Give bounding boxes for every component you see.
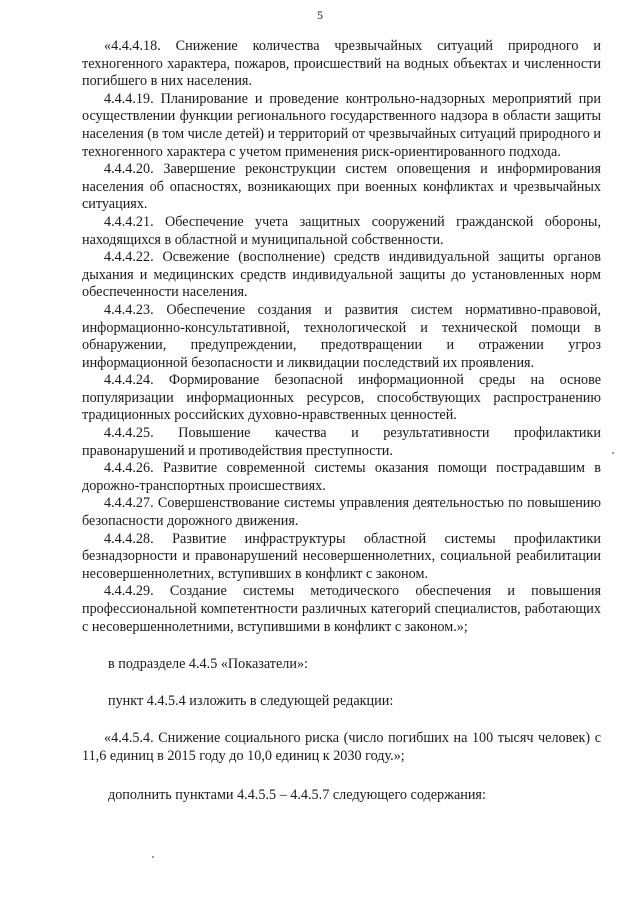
paragraph-4-4-4-20: 4.4.4.20. Завершение реконструкции систем оповещения и информирования населения об опасностях, возникающих при военных конфликтах и чрезвычайных ситуациях. [82, 161, 601, 213]
scan-speck [612, 452, 614, 454]
subsection-intro: в подразделе 4.4.5 «Показатели»: [108, 656, 308, 673]
supplement-instruction: дополнить пунктами 4.4.5.5 – 4.4.5.7 следующего содержания: [108, 786, 486, 803]
paragraph-4-4-4-28: 4.4.4.28. Развитие инфраструктуры областной системы профилактики безнадзорности и правонарушений несовершеннолетних, социальной реабилитации несовершеннолетних, вступивших в конфликт с законом. [82, 530, 601, 582]
paragraph-4-4-4-22: 4.4.4.22. Освежение (восполнение) средств индивидуальной защиты органов дыхания и медицинских средств индивидуальной защиты до установленных норм обеспеченности населения. [82, 249, 601, 301]
paragraph-4-4-4-27: 4.4.4.27. Совершенствование системы управления деятельностью по повышению безопасности дорожного движения. [82, 495, 601, 530]
document-body [82, 38, 601, 804]
item-instruction: пункт 4.4.5.4 изложить в следующей редакции: [108, 692, 394, 709]
scan-speck [152, 856, 154, 858]
paragraph-4-4-4-26: 4.4.4.26. Развитие современной системы оказания помощи пострадавшим в дорожно-транспортных происшествиях. [82, 460, 601, 494]
paragraph-4-4-4-23: 4.4.4.23. Обеспечение создания и развития систем нормативно-правовой, информационно-консультативной, технологической и технической помощи в обнаружении, предупреждении, предотвращении и отражении угроз информационной безопасности и ликвидации последствий их проявления. [82, 301, 601, 371]
page-number: 5 [317, 8, 323, 22]
paragraph-4-4-4-18: «4.4.4.18. Снижение количества чрезвычайных ситуаций природного и техногенного характера, пожаров, происшествий на водных объектах и численности погибшего в них населения. [82, 38, 601, 90]
paragraph-4-4-4-24: 4.4.4.24. Формирование безопасной информационной среды на основе популяризации информационных ресурсов, способствующих распространению традиционных российских духовно-нравственных ценностей. [82, 372, 601, 424]
paragraph-4-4-4-25: 4.4.4.25. Повышение качества и результативности профилактики правонарушений и противодействия преступности. [82, 425, 601, 459]
paragraph-4-4-4-19: 4.4.4.19. Планирование и проведение контрольно-надзорных мероприятий при осуществлении функции регионального государственного надзора в области защиты населения (в том числе детей) и территорий от чрезвычайных ситуаций природного и техногенного характера с учетом применения риск-ориентированного подхода. [82, 90, 601, 160]
paragraph-4-4-4-21: 4.4.4.21. Обеспечение учета защитных сооружений гражданской обороны, находящихся в областной и муниципальной собственности. [82, 213, 601, 248]
paragraph-4-4-4-29: 4.4.4.29. Создание системы методического обеспечения и повышения профессиональной компетентности различных категорий специалистов, работающих с несовершеннолетними, вступившими в конфликт с законом.»; [82, 583, 601, 635]
item-new-text: «4.4.5.4. Снижение социального риска (число погибших на 100 тысяч человек) с 11,6 единиц в 2015 году до 10,0 единиц к 2030 году.»; [82, 730, 601, 764]
